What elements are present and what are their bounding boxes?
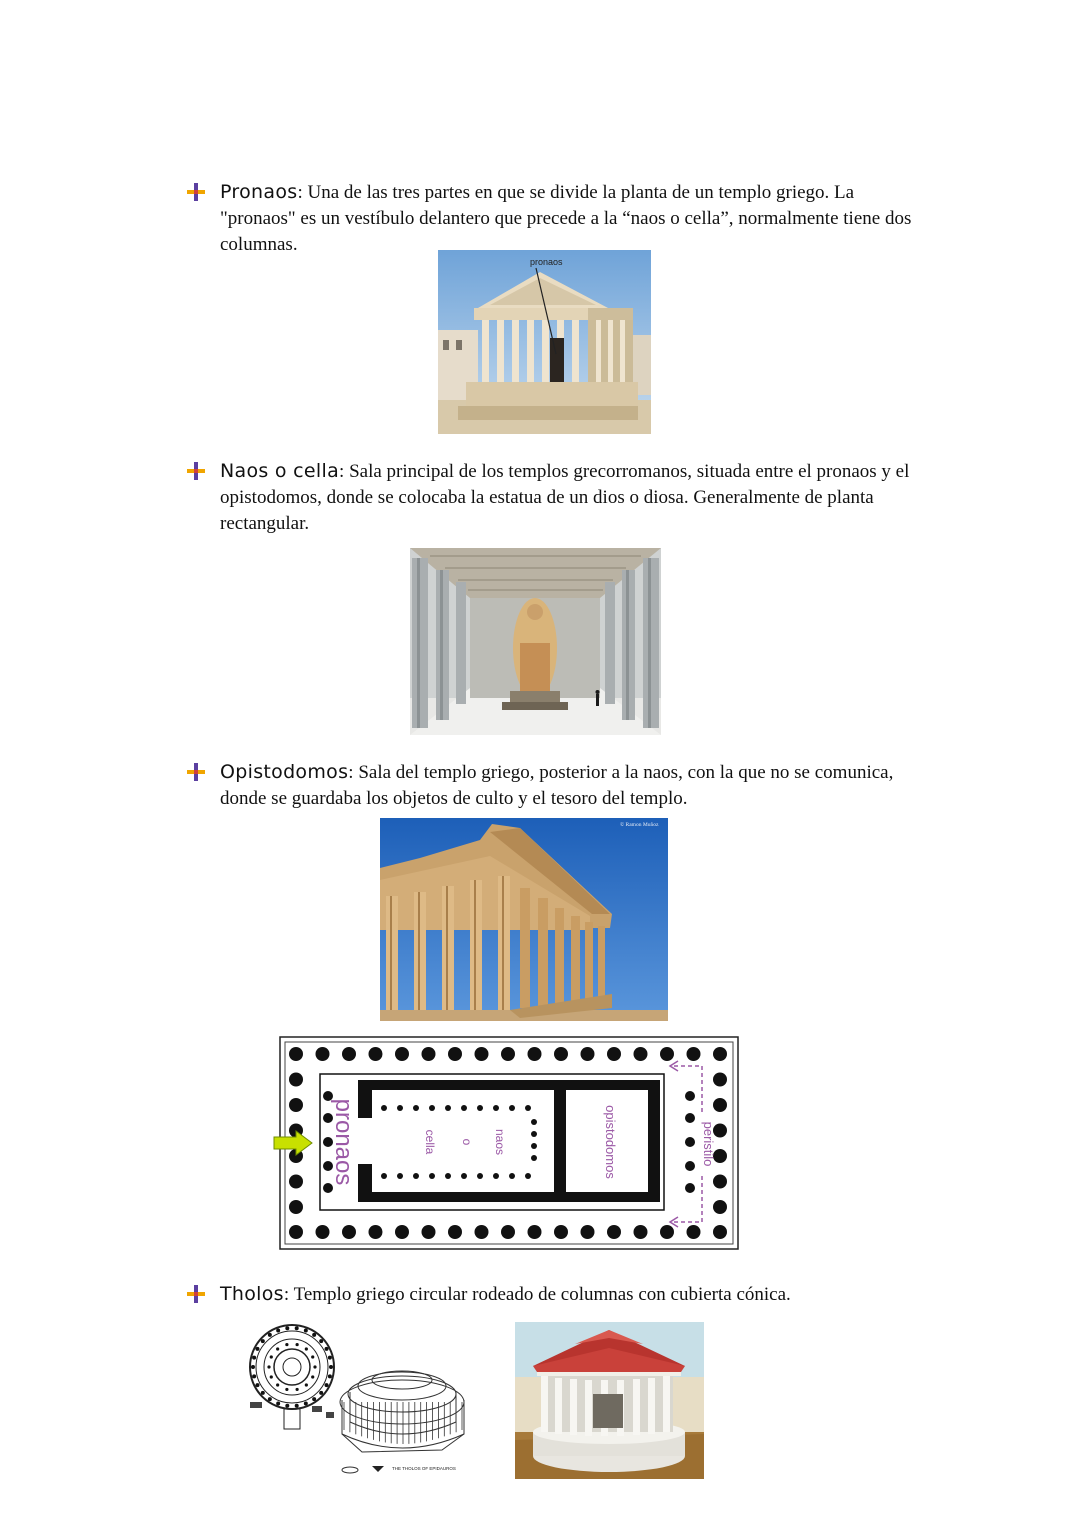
plan-cella-column-dot [461, 1173, 467, 1179]
plan-column-dot [554, 1225, 568, 1239]
plan-cella-column-dot [493, 1173, 499, 1179]
definition-naos: Sala principal de los templos grecorromanos, situada entre el pronaos y el opistodomos, donde se colocaba la estatua de un dios o diosa. Generalmente de planta rectangular. [220, 461, 910, 534]
tholos-column-dot [268, 1333, 272, 1337]
tholos-column-dot [252, 1374, 256, 1378]
plan-column-dot [369, 1047, 383, 1061]
plan-column-dot [289, 1047, 303, 1061]
bullet-icon [186, 461, 206, 481]
tholos-column-dot [276, 1401, 280, 1405]
plan-column-dot [713, 1073, 727, 1087]
tholos-column-dot [285, 1404, 289, 1408]
plan-column-dot [607, 1225, 621, 1239]
bullet-icon [186, 182, 206, 202]
plan-cella-column-dot [525, 1105, 531, 1111]
plan-column-dot [713, 1047, 727, 1061]
plan-column-dot [528, 1047, 542, 1061]
plan-cella-column-dot [477, 1105, 483, 1111]
naos-interior-photo [410, 548, 661, 735]
definition-opistodomos: Sala del templo griego, posterior a la naos, con la que no se comunica, donde se guardaba los objetos de culto y el tesoro del templo. [220, 762, 894, 809]
plan-column-dot [581, 1225, 595, 1239]
tholos-column-dot [252, 1356, 256, 1360]
plan-column-dot [634, 1047, 648, 1061]
tholos-drawing [242, 1322, 480, 1479]
tholos-column-dot [267, 1365, 270, 1368]
tholos-column-dot [276, 1383, 279, 1386]
plan-cella-column-dot [509, 1173, 515, 1179]
plan-cella-column-dot [445, 1105, 451, 1111]
tholos-column-dot [304, 1329, 308, 1333]
tholos-column-dot [276, 1347, 279, 1350]
entry-tholos-text: Tholos: Templo griego circular rodeado de columnas con cubierta cónica. [220, 1283, 791, 1305]
tholos-column-dot [305, 1383, 308, 1386]
term-pronaos: Pronaos [220, 181, 298, 203]
plan-label-naos: naos [493, 1128, 507, 1156]
plan-column-dot [448, 1225, 462, 1239]
tholos-column-dot [304, 1401, 308, 1405]
plan-column-dot [607, 1047, 621, 1061]
bullet-icon [186, 1284, 206, 1304]
plan-column-dot [422, 1047, 436, 1061]
tholos-column-dot [325, 1347, 329, 1351]
plan-cella-column-dot [397, 1105, 403, 1111]
tholos-column-dot [295, 1404, 299, 1408]
plan-column-dot [448, 1047, 462, 1061]
plan-column-dot [501, 1225, 515, 1239]
plan-column-dot [528, 1225, 542, 1239]
tholos-column-dot [319, 1339, 323, 1343]
plan-column-dot [342, 1225, 356, 1239]
definition-pronaos: Una de las tres partes en que se divide la planta de un templo griego. La "pronaos" es un vestíbulo delantero que precede a la “naos o cella”, normalmente tiene dos columnas. [220, 182, 912, 255]
plan-label-cella: cella [423, 1129, 437, 1155]
plan-cella-column-dot [531, 1143, 537, 1149]
plan-column-dot [685, 1161, 695, 1171]
plan-cella-column-dot [445, 1173, 451, 1179]
tholos-column-dot [251, 1365, 255, 1369]
plan-column-dot [713, 1225, 727, 1239]
plan-cella-column-dot [413, 1105, 419, 1111]
tholos-column-dot [313, 1365, 316, 1368]
tholos-column-dot [328, 1356, 332, 1360]
plan-cella-column-dot [509, 1105, 515, 1111]
plan-column-dot [685, 1137, 695, 1147]
tholos-column-dot [296, 1343, 299, 1346]
plan-column-dot [713, 1175, 727, 1189]
tholos-column-dot [255, 1347, 259, 1351]
tholos-column-dot [285, 1326, 289, 1330]
plan-column-dot [634, 1225, 648, 1239]
tholos-column-dot [329, 1365, 333, 1369]
tholos-drawing-caption: THE THOLOS OF EPIDAUROS [392, 1466, 456, 1471]
term-naos: Naos o cella [220, 460, 340, 482]
plan-column-dot [685, 1113, 695, 1123]
plan-cella-column-dot [525, 1173, 531, 1179]
tholos-column-dot [311, 1375, 314, 1378]
term-opistodomos: Opistodomos [220, 761, 349, 783]
plan-column-dot [713, 1098, 727, 1112]
plan-cella-column-dot [413, 1173, 419, 1179]
plan-column-dot [475, 1047, 489, 1061]
plan-column-dot [501, 1047, 515, 1061]
plan-column-dot [289, 1098, 303, 1112]
tholos-column-dot [325, 1383, 329, 1387]
plan-label-pronaos: pronaos [330, 1098, 357, 1186]
plan-column-dot [687, 1225, 701, 1239]
plan-column-dot [581, 1047, 595, 1061]
tholos-column-dot [276, 1329, 280, 1333]
plan-column-dot [660, 1047, 674, 1061]
plan-cella-column-dot [461, 1105, 467, 1111]
plan-column-dot [687, 1047, 701, 1061]
pronaos-temple-photo [438, 250, 651, 434]
tholos-column-dot [270, 1355, 273, 1358]
entry-opistodomos [186, 759, 926, 812]
plan-column-dot [369, 1225, 383, 1239]
plan-column-dot [289, 1073, 303, 1087]
plan-cella-column-dot [531, 1119, 537, 1125]
plan-column-dot [316, 1047, 330, 1061]
plan-cella-column-dot [397, 1173, 403, 1179]
plan-cella-column-dot [477, 1173, 483, 1179]
definition-tholos: Templo griego circular rodeado de columnas con cubierta cónica. [293, 1284, 791, 1305]
tholos-column-dot [295, 1326, 299, 1330]
plan-column-dot [289, 1175, 303, 1189]
plan-column-dot [475, 1225, 489, 1239]
plan-label-peristilo: peristilo [701, 1121, 716, 1167]
tholos-render [515, 1322, 704, 1479]
tholos-column-dot [261, 1339, 265, 1343]
tholos-column-dot [312, 1397, 316, 1401]
term-tholos: Tholos [220, 1283, 284, 1305]
plan-cella-column-dot [429, 1173, 435, 1179]
plan-label-opistodomos: opistodomos [603, 1105, 618, 1179]
tholos-column-dot [255, 1383, 259, 1387]
plan-column-dot [289, 1225, 303, 1239]
entry-naos [186, 458, 926, 537]
parthenon-photo-credit: © Ramon Muñoz [620, 822, 659, 828]
entry-naos-text: Naos o cella: Sala principal de los templos grecorromanos, situada entre el pronaos y el opistodomos, donde se colocaba la estatua de un dios o diosa. Generalmente de planta rectangular. [220, 460, 910, 534]
entry-pronaos [186, 179, 926, 258]
plan-column-dot [395, 1047, 409, 1061]
entry-pronaos-text: Pronaos: Una de las tres partes en que se divide la planta de un templo griego. La "pronaos" es un vestíbulo delantero que precede a la “naos o cella”, normalmente tiene dos columnas. [220, 181, 912, 255]
entry-tholos [186, 1281, 926, 1308]
tholos-column-dot [305, 1347, 308, 1350]
parthenon-photo [380, 818, 668, 1021]
plan-cella-column-dot [381, 1173, 387, 1179]
plan-column-dot [685, 1091, 695, 1101]
tholos-column-dot [312, 1333, 316, 1337]
tholos-column-dot [311, 1355, 314, 1358]
plan-cella-column-dot [493, 1105, 499, 1111]
bullet-icon [186, 762, 206, 782]
plan-cella-column-dot [531, 1131, 537, 1137]
pronaos-photo-label: pronaos [530, 257, 563, 267]
plan-column-dot [342, 1047, 356, 1061]
tholos-column-dot [268, 1397, 272, 1401]
plan-cella-column-dot [381, 1105, 387, 1111]
tholos-column-dot [270, 1375, 273, 1378]
tholos-column-dot [319, 1391, 323, 1395]
entry-opistodomos-text: Opistodomos: Sala del templo griego, posterior a la naos, con la que no se comunica, donde se guardaba los objetos de culto y el tesoro del templo. [220, 761, 894, 809]
tholos-column-dot [285, 1388, 288, 1391]
plan-label-o: o [460, 1138, 474, 1146]
plan-column-dot [395, 1225, 409, 1239]
tholos-column-dot [261, 1391, 265, 1395]
plan-column-dot [685, 1183, 695, 1193]
tholos-column-dot [328, 1374, 332, 1378]
plan-column-dot [713, 1200, 727, 1214]
plan-column-dot [422, 1225, 436, 1239]
plan-column-dot [316, 1225, 330, 1239]
tholos-column-dot [285, 1343, 288, 1346]
temple-floor-plan [272, 1034, 742, 1252]
tholos-column-dot [296, 1388, 299, 1391]
plan-column-dot [289, 1200, 303, 1214]
plan-cella-column-dot [531, 1155, 537, 1161]
plan-cella-column-dot [429, 1105, 435, 1111]
plan-column-dot [554, 1047, 568, 1061]
plan-column-dot [660, 1225, 674, 1239]
